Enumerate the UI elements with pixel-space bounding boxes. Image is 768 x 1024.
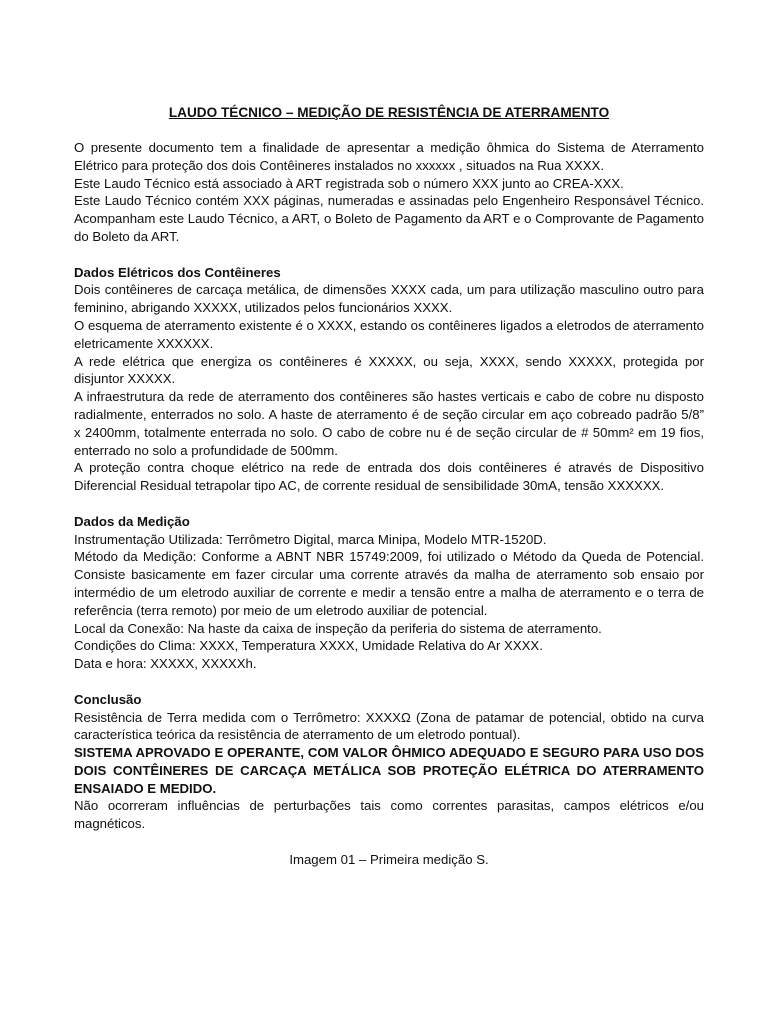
section-paragraph: Método da Medição: Conforme a ABNT NBR 15749:2009, foi utilizado o Método da Queda de Potencial. Consiste basicamente em fazer circular uma corrente através da malha de aterramento sob ensaio por intermédio de um eletrodo auxiliar de corrente e medir a tensão entre a malha de aterramento e o terra de referência (terra remoto) por meio de um eletrodo auxiliar de potencial.	[74, 549, 704, 618]
section-paragraph: Resistência de Terra medida com o Terrômetro: XXXXΩ (Zona de patamar de potencial, obtido na curva característica teórica da resistência de aterramento de um eletrodo pontual).	[74, 709, 704, 743]
section-heading: Conclusão	[74, 691, 142, 707]
medicao-section	[74, 513, 704, 673]
section-paragraph: Local da Conexão: Na haste da caixa de inspeção da periferia do sistema de aterramento.	[74, 620, 602, 636]
section-paragraph: A rede elétrica que energiza os contêineres é XXXXX, ou seja, XXXX, sendo XXXXX, protegida por disjuntor XXXXX.	[74, 353, 704, 387]
intro-section	[74, 139, 704, 246]
intro-paragraph: Este Laudo Técnico está associado à ART registrada sob o número XXX junto ao CREA-XXX.	[74, 175, 624, 191]
intro-paragraph: Este Laudo Técnico contém XXX páginas, numeradas e assinadas pelo Engenheiro Responsável Técnico. Acompanham este Laudo Técnico, a ART, o Boleto de Pagamento da ART e o Comprovante de Pagamento do Boleto da ART.	[74, 193, 704, 244]
section-paragraph: Data e hora: XXXXX, XXXXXh.	[74, 656, 257, 672]
section-paragraph: O esquema de aterramento existente é o XXXX, estando os contêineres ligados a eletrodos de aterramento eletricamente XXXXXX.	[74, 317, 704, 351]
section-paragraph: Condições do Clima: XXXX, Temperatura XXXX, Umidade Relativa do Ar XXXX.	[74, 638, 543, 654]
section-paragraph: Dois contêineres de carcaça metálica, de dimensões XXXX cada, um para utilização masculino outro para feminino, abrigando XXXXX, utilizados pelos funcionários XXXX.	[74, 282, 704, 316]
section-paragraph: Não ocorreram influências de perturbações tais como correntes parasitas, campos elétricos e/ou magnéticos.	[74, 798, 704, 832]
approval-statement: SISTEMA APROVADO E OPERANTE, COM VALOR ÔHMICO ADEQUADO E SEGURO PARA USO DOS DOIS CONTÊINERES DE CARCAÇA METÁLICA SOB PROTEÇÃO ELÉTRICA DO ATERRAMENTO ENSAIADO E MEDIDO.	[74, 745, 704, 796]
conclusao-section	[74, 691, 704, 833]
intro-paragraph: O presente documento tem a finalidade de apresentar a medição ôhmica do Sistema de Aterramento Elétrico para proteção dos dois Contêineres instalados no xxxxxx , situados na Rua XXXX.	[74, 140, 704, 173]
section-heading: Dados da Medição	[74, 513, 190, 529]
section-paragraph: A proteção contra choque elétrico na rede de entrada dos dois contêineres é através de Dispositivo Diferencial Residual tetrapolar tipo AC, de corrente residual de sensibilidade 30mA, tensão XXXXXX.	[74, 460, 704, 494]
document-title: LAUDO TÉCNICO – MEDIÇÃO DE RESISTÊNCIA DE ATERRAMENTO	[168, 105, 610, 120]
section-paragraph: Instrumentação Utilizada: Terrômetro Digital, marca Minipa, Modelo MTR-1520D.	[74, 531, 547, 547]
section-paragraph: A infraestrutura da rede de aterramento dos contêineres são hastes verticais e cabo de cobre nu disposto radialmente, enterrados no solo. A haste de aterramento é de seção circular em aço cobreado padrão 5/8” x 2400mm, totalmente enterrada no solo. O cabo de cobre nu é de seção circular de # 50mm² em 19 fios, enterrado no solo a profundidade de 500mm.	[74, 389, 704, 458]
section-heading: Dados Elétricos dos Contêineres	[74, 264, 281, 280]
eletricos-section	[74, 264, 704, 495]
image-caption: Imagem 01 – Primeira medição S.	[289, 852, 489, 868]
